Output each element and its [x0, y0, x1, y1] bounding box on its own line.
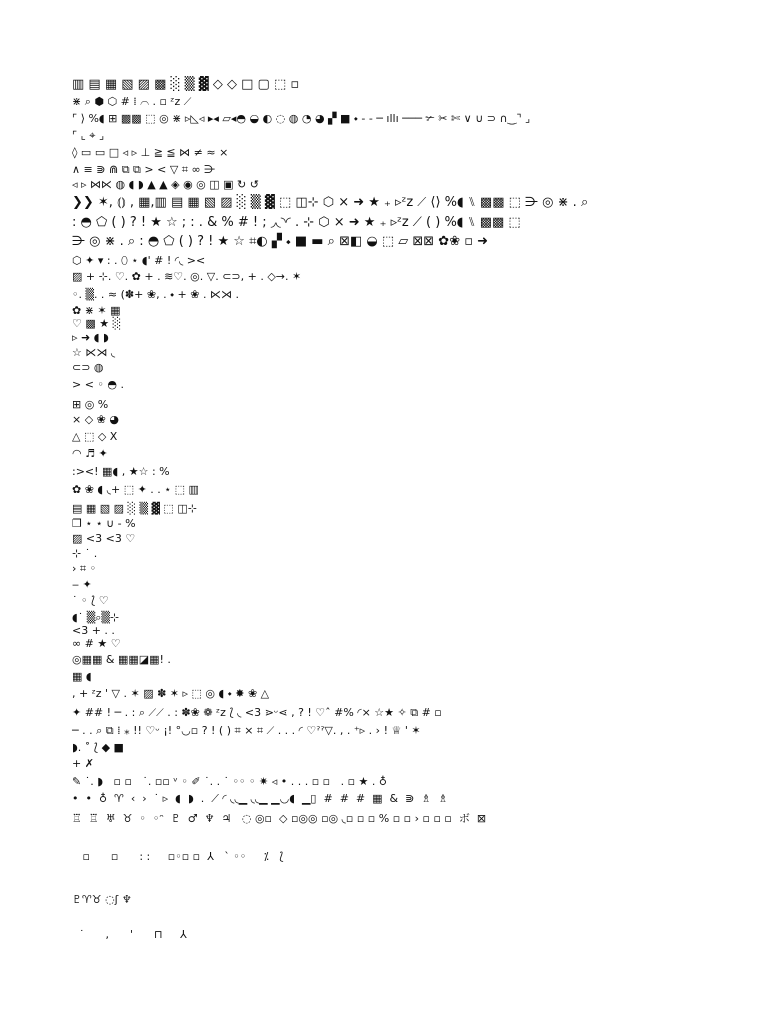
- glyph-line: ⌜ ⌞ ⌖ ⌟: [72, 129, 105, 142]
- glyph-line: ✿ ❀ ◖ ◟+ ⬚ ✦ . . ⋆ ⬚ ▥: [72, 483, 199, 496]
- glyph-line: △ ⬚ ◇ X: [72, 430, 118, 443]
- glyph-line: ✦ ## ! ─ . : ⌕ ⟋⟋ . : ✽❀ ❁ ᶻz ⟅ ◟ <3 ⋗ᵕ⋖ , ? ! ♡ˆ #% ◜× ☆★ ✧ ⧉ # ▫: [72, 706, 442, 719]
- glyph-line: ◃ ▹ ⋈⋉ ◍ ◖ ◗ ▲ ▲ ◈ ◉ ◎ ◫ ▣ ↻ ↺: [72, 178, 259, 191]
- glyph-line: ◊ ▭ ▭ □ ◃ ▹ ⊥ ≧ ≦ ⋈ ≠ ≈ ×: [72, 146, 229, 159]
- glyph-line: ─ . . ⌕ ⧉ ⁞ ⁎ !! ♡ᵕ ¡! °◡▫ ? ! ( ) ⌗ × ⌗ ⟋ . . . ◜ ♡ˀˀ▽. , . ⁺▹ . › ! ♕ ' ✶: [72, 724, 421, 737]
- glyph-line: ⊞ ◎ %: [72, 398, 109, 411]
- glyph-line: ♖ ♖ ♅ ♉ ◦ ◦ᵔ ♇ ♂ ♆ ♃ ◌ ◎▫ ◇ ▫◎◎ ▫◎ ◟▫ ▫ ▫ % ▫ ▫ › ▫ ▫ ▫ ボ ⊠: [72, 812, 487, 825]
- glyph-line: ⌜ ⟩ %◖ ⊞ ▩▩ ⬚ ◎ ⋇ ▹◺◃ ▸◂ ▱◂◓ ◒ ◐ ◌ ◍ ◔ ◕ ▞ ■ ⬩ ‑ ‑ ─ ıllı ─── ✃ ✂ ✄ ∨ ∪ ⊃ ∩‿⌝ ⌟: [72, 112, 531, 125]
- glyph-line: ◖˙ ▒⌕▒⊹: [72, 611, 120, 624]
- glyph-line: ✿ ⋇ ✶ ▦: [72, 304, 121, 317]
- glyph-line: ◎▦▦ & ▦▦◪▦! .: [72, 653, 171, 666]
- glyph-line: ‒ ✦: [72, 578, 92, 591]
- glyph-line: ˙ , ' ⊓ ⅄: [72, 928, 187, 941]
- glyph-line: > < ◦ ◓ .: [72, 378, 125, 391]
- glyph-line: :><! ▦◖ , ★☆ : %: [72, 465, 170, 478]
- glyph-line: ⊹ ˙ .: [72, 547, 98, 560]
- glyph-line: ♇♈♉ ◌ʃ ♆: [72, 893, 132, 906]
- glyph-line: + ✗: [72, 757, 94, 770]
- glyph-line: › ⌗ ◦: [72, 562, 97, 575]
- glyph-line: ▥ ▤ ▦ ▧ ▨ ▩ ░ ▒ ▓ ◇ ◇ □ ▢ ⬚ ▫: [72, 77, 300, 92]
- glyph-line: ⋺ ◎ ⋇ . ⌕ : ◓ ⬠ ( ) ? ! ★ ☆ ⌗◐ ▞ ⬩ ■ ▬ ⌕ ⊠◧ ◒ ⬚ ▱ ⊠⊠ ✿❀ ▫ ➜: [72, 234, 489, 249]
- glyph-line: × ◇ ❀ ◕: [72, 413, 119, 426]
- glyph-line: ❯❯ ✶, ⦅⦆ , ▦,▥ ▤ ▦ ▧ ▨ ░ ▒ ▓ ⬚ ◫⊹ ⬡ × ➜ ★ ₊ ▹ᶻz ⟋ ⟨⟩ %◖ ⑊ ▩▩ ⬚ ⋺ ◎ ⋇ . ⌕: [72, 195, 589, 210]
- glyph-line: ⊂⊃ ◍: [72, 361, 104, 374]
- glyph-line: ✎ ˙. ◗ ▫ ▫ ˙. ▫▫ ᵛ ◦ ✐ ˙. . ˙ ◦◦ ◦ ✷ ◃ • . . . ▫ ▫ . ▫ ★ . ♁: [72, 775, 387, 788]
- glyph-line: • • ♁ ♈ ‹ › ˙ ▹ ◖ ◗ . ⟋ ◜ ◟◟▁ ◟◟▁ ▁◡◖ ▁▯ # # # ▦ & ⋑ ♗ ♗: [72, 792, 448, 805]
- glyph-line: ∧ ≡ ⋑ ⋒ ⧉ ⧉ > < ▽ ⌗ ∞ ⋺: [72, 163, 216, 176]
- glyph-line: : ◓ ⬠ ( ) ? ! ★ ☆ ; : . & % # ! ; ◞◟◝◜ . ⊹ ⬡ × ➜ ★ ₊ ▹ᶻz ⟋ ( ) %◖ ⑊ ▩▩ ⬚: [72, 215, 521, 230]
- glyph-line: ▤ ▦ ▧ ▨ ░ ▒ ▓ ⬚ ◫⊹: [72, 502, 197, 515]
- glyph-line: ∞ # ★ ♡: [72, 637, 121, 650]
- glyph-line: <3 + . .: [72, 624, 115, 637]
- glyph-line: ◠ ♬ ✦: [72, 447, 108, 460]
- glyph-line: ❐ ⋆ ⋆ ∪ - %: [72, 517, 136, 530]
- glyph-line: , + ᶻz ' ▽ . ✶ ▨ ✽ ✶ ▹ ⬚ ◎ ◖ ⬩ ✸ ❀ △: [72, 687, 270, 700]
- glyph-line: ▨ + ⊹. ♡. ✿ + . ≋♡. ◎. ▽. ⊂⊃, + . ◇→. ✶: [72, 270, 302, 283]
- glyph-line: ▦ ◖: [72, 670, 92, 683]
- glyph-line: ◗. ˚ ⟅ ◆ ■: [72, 741, 124, 754]
- glyph-line: ☆ ⋉⋊ ◟: [72, 346, 116, 359]
- glyph-line: ⬡ ✦ ▾ : . ⬯ ⋆ ◖' # ! ◜◟ ><: [72, 254, 206, 267]
- glyph-line: ˙ ◦ ⟅ ♡: [72, 594, 109, 607]
- glyph-line: ♡ ▩ ★ ░: [72, 317, 122, 330]
- glyph-line: ◦. ▒. . ≈ (✽+ ❀, . ⬩ + ❀ . ⋉⋊ .: [72, 288, 239, 301]
- glyph-line: ▨ <3 <3 ♡: [72, 532, 136, 545]
- glyph-line: ⋇ ⌕ ⬢ ⬡ # ⁞ ⌒ . ▫ ᶻz ⟋: [72, 95, 192, 108]
- glyph-line: ▹ ➜ ◖ ◗: [72, 331, 109, 344]
- glyph-line: ▫ ▫ : : ▫◦▫ ▫ ⅄ ˋ ◦◦ ⁒ ⟅: [72, 850, 284, 863]
